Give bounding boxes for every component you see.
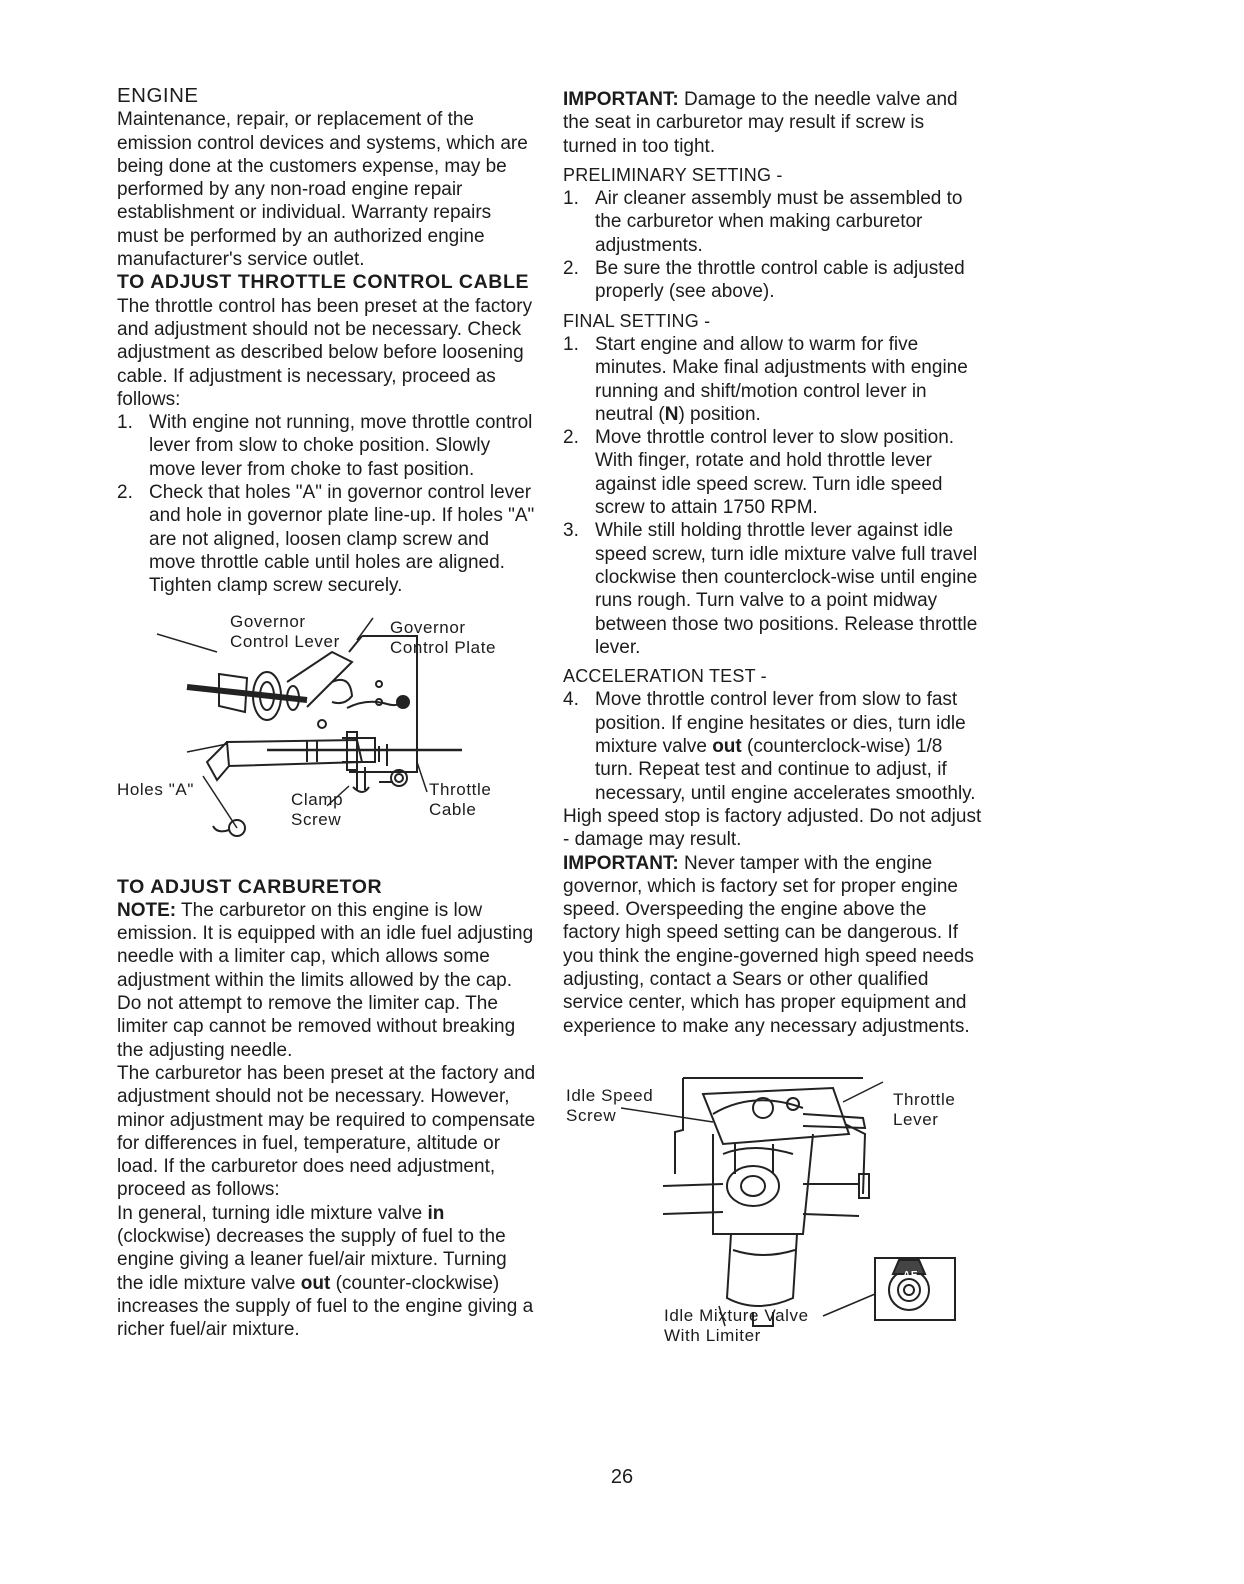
important-label: IMPORTANT: — [563, 89, 679, 110]
step-number: 2. — [563, 258, 579, 280]
important-note-2 — [563, 852, 983, 1038]
general-out: out — [300, 1272, 331, 1294]
carburetor-heading: TO ADJUST CARBURETOR — [117, 875, 383, 898]
throttle-cable-paragraph: The throttle control has been preset at the factory and adjustment should not be necessary. Check adjustment as described below before loosening cable. If adjustment is necessary, proceed as follows: — [117, 295, 533, 410]
step-text: ) position. — [678, 403, 761, 425]
list-item — [563, 519, 983, 659]
label-line: Clamp — [291, 789, 344, 809]
list-item — [563, 257, 983, 304]
engine-heading: ENGINE — [117, 84, 199, 107]
high-speed-paragraph: High speed stop is factory adjusted. Do not adjust - damage may result. — [563, 805, 982, 851]
holes-a-label: Holes "A" — [117, 779, 194, 799]
label-line: Control Plate — [390, 637, 497, 657]
label-line: Control Lever — [230, 631, 340, 651]
step-number: 1. — [563, 188, 579, 210]
list-item — [563, 333, 983, 426]
step-text: (counterclock-wise) 1/8 turn. Repeat test and continue to adjust, if necessary, until engine accelerates smoothly. — [595, 736, 976, 804]
label-line: Screw — [566, 1105, 617, 1125]
step-text: With engine not running, move throttle control lever from slow to choke position. Slowly move lever from choke to fast position. — [149, 412, 533, 480]
important-label: IMPORTANT: — [563, 852, 679, 874]
acceleration-heading: ACCELERATION TEST - — [563, 666, 767, 687]
throttle-cable-heading: TO ADJUST THROTTLE CONTROL CABLE — [117, 271, 530, 294]
general-text: (counter-clockwise) increases the supply of fuel to the engine giving a richer fuel/air mixture. — [117, 1272, 534, 1341]
list-item — [117, 481, 537, 597]
note-label: NOTE: — [117, 899, 177, 921]
list-item — [117, 411, 537, 481]
neutral-symbol: N — [664, 403, 679, 425]
step-text: Move throttle control lever from slow to fast position. If engine hesitates or dies, turn idle mixture valve — [595, 689, 966, 758]
acceleration-steps — [563, 688, 983, 804]
list-item — [563, 187, 983, 257]
governor-linkage-figure — [117, 612, 537, 876]
governor-control-lever-label — [230, 612, 340, 652]
label-line: Idle Mixture Valve — [664, 1305, 809, 1325]
accel-out: out — [712, 736, 742, 758]
label-line: Idle Speed — [566, 1085, 654, 1105]
label-line: Lever — [893, 1109, 939, 1129]
throttle-cable-label — [429, 780, 491, 820]
step-text: Air cleaner assembly must be assembled to the carburetor when making carburetor adjustments. — [595, 188, 963, 256]
carburetor-figure — [563, 1074, 983, 1354]
page-number: 26 — [610, 1466, 634, 1488]
idle-mixture-valve-label — [664, 1306, 809, 1346]
step-number: 3. — [563, 520, 579, 542]
final-setting-heading: FINAL SETTING - — [563, 310, 711, 331]
step-text: Move throttle control lever to slow position. With finger, rotate and hold throttle lever against idle speed screw. Turn idle speed screw to attain 1750 RPM. — [595, 427, 955, 519]
preliminary-heading: PRELIMINARY SETTING - — [563, 164, 783, 185]
step-number: 2. — [563, 427, 579, 449]
label-line: Throttle — [429, 779, 492, 799]
general-text: In general, turning idle mixture valve — [117, 1202, 428, 1224]
list-item — [563, 688, 983, 804]
step-text: Be sure the throttle control cable is adjusted properly (see above). — [595, 258, 965, 303]
clamp-screw-label — [291, 790, 343, 830]
carburetor-paragraph: The carburetor has been preset at the factory and adjustment should not be necessary. However, minor adjustment may be required to compensate for differences in fuel, temperature, altitude or load. If the carburetor does need adjustment, proceed as follows: — [117, 1062, 536, 1201]
label-line: Cable — [429, 799, 477, 819]
important-text: Never tamper with the engine governor, which is factory set for proper engine speed. Overspeeding the engine above the factory high speed setting can be dangerous. If you think the engine-governed high speed needs adjusting, contact a Sears or other qualified service center, which has proper equipment and experience to make any necessary adjustments. — [563, 852, 974, 1037]
general-paragraph — [117, 1202, 537, 1342]
label-line: Governor — [390, 617, 466, 637]
note-text: The carburetor on this engine is low emission. It is equipped with an idle fuel adjusting needle with a limiter cap, which allows some adjustment within the limits allowed by the cap. Do not attempt to remove the limiter cap. The limiter cap cannot be removed without breaking the adjusting needle. — [117, 899, 534, 1061]
final-setting-steps — [563, 333, 983, 659]
step-number: 1. — [563, 333, 579, 355]
governor-control-plate-label — [390, 618, 496, 658]
limiter-badge: AE — [903, 1269, 919, 1281]
list-item — [563, 426, 983, 519]
step-number: 1. — [117, 412, 133, 434]
engine-paragraph: Maintenance, repair, or replacement of the emission control devices and systems, which are being done at the customers expense, may be performed by any non-road engine repair establishment or individual. Warranty repairs must be performed by an authorized engine manufacturer's service outlet. — [117, 109, 528, 271]
step-number: 4. — [563, 689, 579, 711]
step-text: While still holding throttle lever against idle speed screw, turn idle mixture valve full travel clockwise then counterclock-wise until engine runs rough. Turn valve to a point midway between those two positions. Release throttle lever. — [595, 520, 978, 658]
general-text: (clockwise) decreases the supply of fuel to the engine giving a leaner fuel/air mixture. Turning the idle mixture valve — [117, 1225, 507, 1294]
throttle-lever-label — [893, 1090, 955, 1130]
step-text: Check that holes "A" in governor control lever and hole in governor plate line-up. If holes "A" are not aligned, loosen clamp screw and move throttle cable until holes are aligned. Tighten clamp screw securely. — [149, 482, 535, 597]
label-line: Throttle — [893, 1089, 956, 1109]
label-line: Governor — [230, 611, 306, 631]
right-column — [563, 88, 983, 1354]
important-text: Damage to the needle valve and the seat in carburetor may result if screw is turned in too tight. — [563, 89, 958, 157]
general-in: in — [427, 1202, 445, 1224]
idle-speed-screw-label — [566, 1086, 653, 1126]
left-column — [117, 84, 537, 1341]
label-line: Screw — [291, 809, 342, 829]
throttle-steps — [117, 411, 537, 597]
note-paragraph — [117, 899, 537, 1062]
important-note-1 — [563, 88, 983, 158]
step-number: 2. — [117, 482, 133, 504]
label-line: With Limiter — [664, 1325, 761, 1345]
preliminary-steps — [563, 187, 983, 303]
step-text: Start engine and allow to warm for five minutes. Make final adjustments with engine running and shift/motion control lever in neutral ( — [595, 333, 968, 425]
